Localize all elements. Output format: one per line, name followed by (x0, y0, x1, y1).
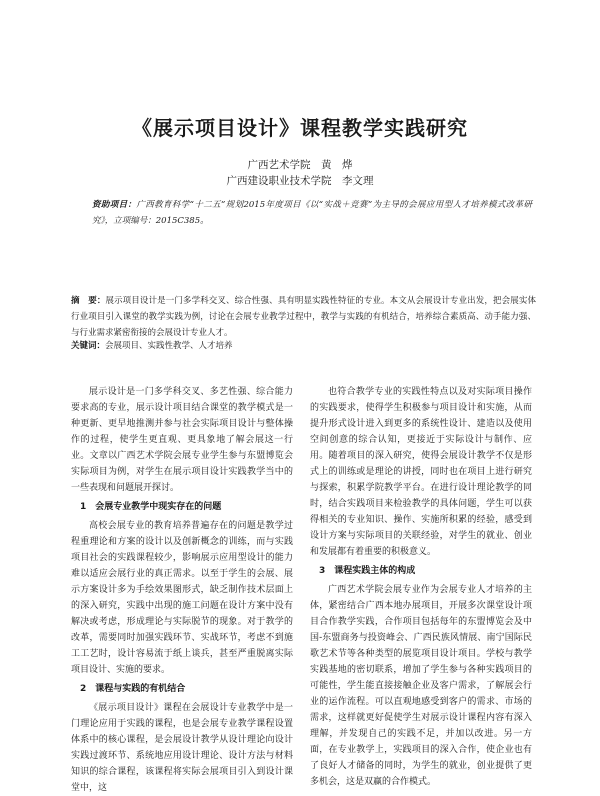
funding-text: 广西教育科学“十二五”规划2015年度项目《以“实战＋竞赛”为主导的会展应用型人才培养模式改革研究》，立项编号：2015C385。 (92, 200, 532, 226)
section-1-heading: 1 会展专业教学中现实存在的问题 (80, 502, 222, 512)
section-3-paragraph: 广西艺术学院会展专业作为会展专业人才培养的主体，紧密结合广西本地办展项目，开展多次课堂设计项目合作教学实践，合作项目包括每年的东盟博览会及中国-东盟商务与投资峰会、广西民族风情展、南宁国际民歌艺术节等各种类型的展览项目设计项目。学校与教学实践基地的密切联系，增加了学生参与各种实践项目的可能性，学生能直接接触企业及客户需求，了解展会行业的运作流程。可以直观地感受到客户的需求、市场的需求，这样就更好促使学生对展示设计课程内容有深入理解，并发现自己的实践不足，并加以改进。另一方面，在专业教学上，实践项目的深入合作，使企业也有了良好人才储备的同时，为学生的就业，创业提供了更多机会，这是双赢的合作模式。 (310, 585, 532, 787)
author-line-2: 广西建设职业技术学院 李文理 (226, 175, 374, 187)
intro-paragraph: 展示设计是一门多学科交叉、多艺性强、综合能力要求高的专业，展示设计项目结合课堂的教学模式是一种更新、更早地推测并参与社会实际项目设计与整体操作的过程，使学生更直观、更具象地了解会展这一行业。文章以广西艺术学院会展专业学生参与东盟博览会实际项目为例，对学生在展示项目设计实践教学当中的一些表现和问题展开探讨。 (71, 387, 293, 493)
abstract-label: 摘 要： (71, 296, 106, 306)
section-3-heading: 3 课程实践主体的构成 (319, 566, 416, 576)
author-line-1: 广西艺术学院 黄 烨 (247, 159, 353, 171)
paper-title: 《展示项目设计》课程教学实践研究 (132, 116, 468, 140)
keywords (71, 339, 536, 351)
keywords-text: 会展项目、实践性教学、人才培养 (105, 341, 233, 351)
body-column-right (310, 384, 532, 790)
keywords-label: 关键词： (71, 341, 106, 351)
section-1-paragraph: 高校会展专业的教育培养普遍存在的问题是教学过程重理论和方案的设计以及创新概念的训练，而与实践项目社会的实践课程较少，影响展示应用型设计的能力难以适应会展行业的真正需求。以至于学生的会展、展示方案设计多为手绘效果图形式，缺乏制作技术层面上的深入研究，实践中出现的施工问题在设计方案中没有解决或考虑，形成理论与实际脱节的现象。对于教学的改革，需要同时加强实践环节、实战环节，考虑不到施工工艺时，设计容易流于纸上谈兵，甚至严重脱离实际项目设计、实施的要求。 (71, 521, 293, 675)
continuation-paragraph: 也符合教学专业的实践性特点以及对实际项目操作的实践要求，使得学生积极参与项目设计和实施，从而提升形式设计进入到更多的系统性设计、建造以及使用空间创意的综合认知，更接近于实际设计与制作、应用。随着项目的深入研究，使得会展设计教学不仅是形式上的训练或是理论的讲授，同时也在项目上进行研究与探索，积累学院教学平台。在进行设计理论教学的同时，结合实践项目来检验教学的具体问题，学生可以获得相关的专业知识、操作、实施所积累的经验，感受到设计方案与实际项目的关联经验，对学生的就业、创业和发展都有着重要的积极意义。 (310, 387, 532, 557)
funding-label: 资助项目： (92, 200, 137, 210)
abstract-text: 展示项目设计是一门多学科交叉、综合性强、具有明显实践性特征的专业。本文从会展设计专业出发，把会展实体行业项目引入课堂的教学实践为例，讨论在会展专业教学过程中，教学与实践的有机结合，培养综合素质高、动手能力强、与行业需求紧密衔接的会展设计专业人才。 (71, 296, 536, 338)
abstract (71, 293, 536, 341)
body-column-left (71, 384, 293, 796)
section-2-paragraph: 《展示项目设计》课程在会展设计专业教学中是一门理论应用于实践的课程，也是会展专业教学课程设置体系中的核心课程，是会展设计教学从设计理论向设计实践过渡环节、系统地应用设计理论、设计方法与材料知识的综合课程，该课程将实际会展项目引入到设计课堂中，这 (71, 703, 293, 793)
funding-note (92, 197, 532, 229)
section-2-heading: 2 课程与实践的有机结合 (80, 684, 186, 694)
